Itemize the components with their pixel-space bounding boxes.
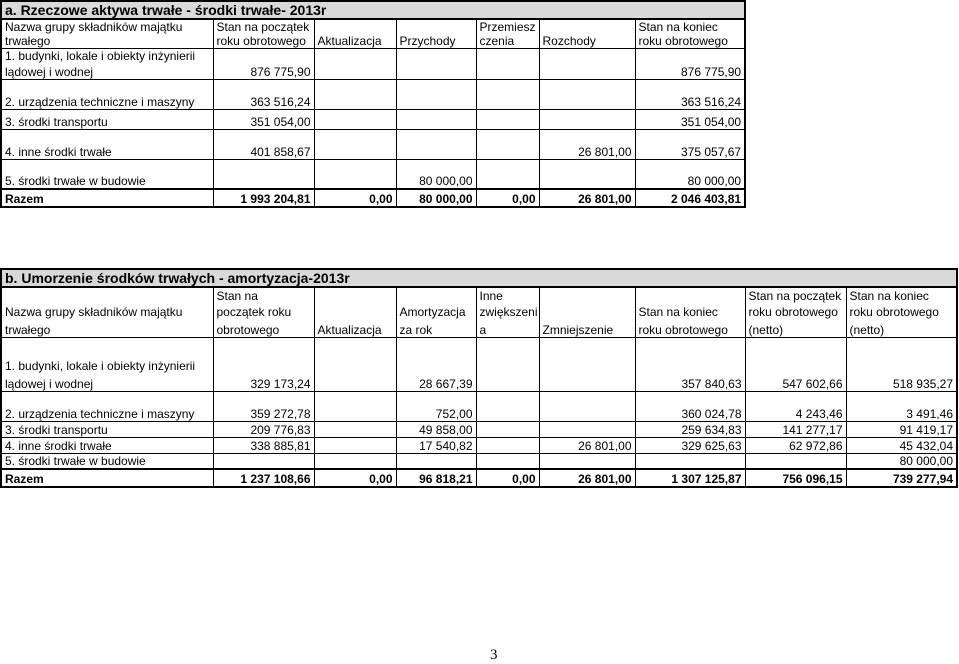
header-end-cont: roku obrotowego [635,319,745,337]
cell-decrease [539,421,635,437]
header-amort: Amortyzacja [396,303,476,319]
total-start: 1 237 108,66 [213,469,314,487]
header-start-cont: roku obrotowego [213,34,314,49]
header-other: Inne [476,287,539,303]
cell-start [213,453,314,469]
total-transfer: 0,00 [476,189,539,207]
header-transfer: Przemiesz [476,19,539,34]
header-start: Stan na początek [213,19,314,34]
cell-other [476,437,539,453]
row-name-cont: lądowej i wodnej [1,373,213,391]
cell-net-start: 62 972,86 [745,437,846,453]
cell-decrease: 26 801,00 [539,437,635,453]
header-decrease: Zmniejszenie [539,319,635,337]
cell-net-start: 141 277,17 [745,421,846,437]
cell-amort: 49 858,00 [396,421,476,437]
total-label: Razem [1,469,213,487]
cell-end: 80 000,00 [635,159,745,189]
total-start: 1 993 204,81 [213,189,314,207]
total-amort: 96 818,21 [396,469,476,487]
total-end: 1 307 125,87 [635,469,745,487]
row-name: 3. środki transportu [1,421,213,437]
cell-other [476,373,539,391]
cell-start: 351 054,00 [213,109,314,129]
cell-start: 338 885,81 [213,437,314,453]
header-start-cont2: obrotowego [213,319,314,337]
cell-net-end: 91 419,17 [846,421,957,437]
cell-update [314,79,396,109]
header-net-end-cont: roku obrotowego [846,303,957,319]
cell-start: 876 775,90 [213,63,314,79]
cell-other [476,391,539,421]
total-decrease: 26 801,00 [539,469,635,487]
header-net-start-cont: roku obrotowego [745,303,846,319]
header-name-cont: trwałego [1,34,213,49]
cell-decrease [539,453,635,469]
cell-other [476,453,539,469]
fixed-assets-table [0,0,746,208]
total-net-end: 739 277,94 [846,469,957,487]
row-name-cont: lądowej i wodnej [1,63,213,79]
cell-update [314,159,396,189]
cell-end: 360 024,78 [635,391,745,421]
header-income: Przychody [396,34,476,49]
header-name-cont: trwałego [1,319,213,337]
cell-income [396,79,476,109]
cell-end: 351 054,00 [635,109,745,129]
total-update: 0,00 [314,469,396,487]
cell-start [213,159,314,189]
cell-update [314,129,396,159]
cell-end [635,453,745,469]
cell-amort [396,453,476,469]
cell-income [396,129,476,159]
cell-start: 329 173,24 [213,373,314,391]
row-name: 1. budynki, lokale i obiekty inżynierii [1,49,213,64]
cell-update [314,63,396,79]
cell-start: 401 858,67 [213,129,314,159]
cell-decrease [539,373,635,391]
header-net-start-cont2: (netto) [745,319,846,337]
header-update: Aktualizacja [314,319,396,337]
cell-update [314,437,396,453]
cell-transfer [476,79,539,109]
cell-net-start: 547 602,66 [745,373,846,391]
cell-amort: 28 667,39 [396,373,476,391]
cell-transfer [476,109,539,129]
cell-outflow [539,63,635,79]
cell-income: 80 000,00 [396,159,476,189]
cell-start: 209 776,83 [213,421,314,437]
cell-net-end: 518 935,27 [846,373,957,391]
row-name: 2. urządzenia techniczne i maszyny [1,79,213,109]
total-other: 0,00 [476,469,539,487]
cell-outflow [539,159,635,189]
cell-transfer [476,129,539,159]
cell-update [314,453,396,469]
header-start: Stan na [213,287,314,303]
cell-end: 363 516,24 [635,79,745,109]
row-name: 4. inne środki trwałe [1,129,213,159]
row-name: 5. środki trwałe w budowie [1,453,213,469]
total-net-start: 756 096,15 [745,469,846,487]
total-outflow: 26 801,00 [539,189,635,207]
header-other-cont2: a [476,319,539,337]
cell-outflow: 26 801,00 [539,129,635,159]
cell-outflow [539,109,635,129]
header-transfer-cont: czenia [476,34,539,49]
cell-net-start: 4 243,46 [745,391,846,421]
total-update: 0,00 [314,189,396,207]
cell-end: 876 775,90 [635,63,745,79]
cell-transfer [476,63,539,79]
cell-end: 375 057,67 [635,129,745,159]
row-name: 3. środki transportu [1,109,213,129]
cell-update [314,373,396,391]
cell-net-end: 3 491,46 [846,391,957,421]
header-end: Stan na koniec [635,19,745,34]
row-name: 4. inne środki trwałe [1,437,213,453]
cell-income [396,109,476,129]
header-net-start: Stan na początek [745,287,846,303]
total-label: Razem [1,189,213,207]
cell-update [314,109,396,129]
cell-end: 357 840,63 [635,373,745,391]
cell-decrease [539,391,635,421]
cell-income [396,63,476,79]
cell-end: 329 625,63 [635,437,745,453]
cell-transfer [476,159,539,189]
cell-net-end: 80 000,00 [846,453,957,469]
cell-net-start [745,453,846,469]
header-name: Nazwa grupy składników majątku [1,303,213,319]
total-end: 2 046 403,81 [635,189,745,207]
cell-update [314,421,396,437]
header-end: Stan na koniec [635,303,745,319]
header-start-cont: początek roku [213,303,314,319]
section-b-title: b. Umorzenie środków trwałych - amortyzacja-2013r [1,269,957,287]
header-outflow: Rozchody [539,34,635,49]
depreciation-table [0,268,958,488]
row-name: 5. środki trwałe w budowie [1,159,213,189]
cell-outflow [539,79,635,109]
cell-amort: 17 540,82 [396,437,476,453]
cell-other [476,421,539,437]
cell-net-end: 45 432,04 [846,437,957,453]
section-a-title: a. Rzeczowe aktywa trwałe - środki trwałe- 2013r [1,1,745,19]
page-number: 3 [490,647,498,663]
cell-start: 363 516,24 [213,79,314,109]
header-end-cont: roku obrotowego [635,34,745,49]
row-name: 2. urządzenia techniczne i maszyny [1,391,213,421]
header-amort-cont: za rok [396,319,476,337]
header-name: Nazwa grupy składników majątku [1,19,213,34]
cell-update [314,391,396,421]
row-name: 1. budynki, lokale i obiekty inżynierii [1,337,213,373]
header-net-end-cont2: (netto) [846,319,957,337]
header-update: Aktualizacja [314,34,396,49]
cell-end: 259 634,83 [635,421,745,437]
header-other-cont: zwiększeni [476,303,539,319]
header-net-end: Stan na koniec [846,287,957,303]
cell-start: 359 272,78 [213,391,314,421]
total-income: 80 000,00 [396,189,476,207]
cell-amort: 752,00 [396,391,476,421]
